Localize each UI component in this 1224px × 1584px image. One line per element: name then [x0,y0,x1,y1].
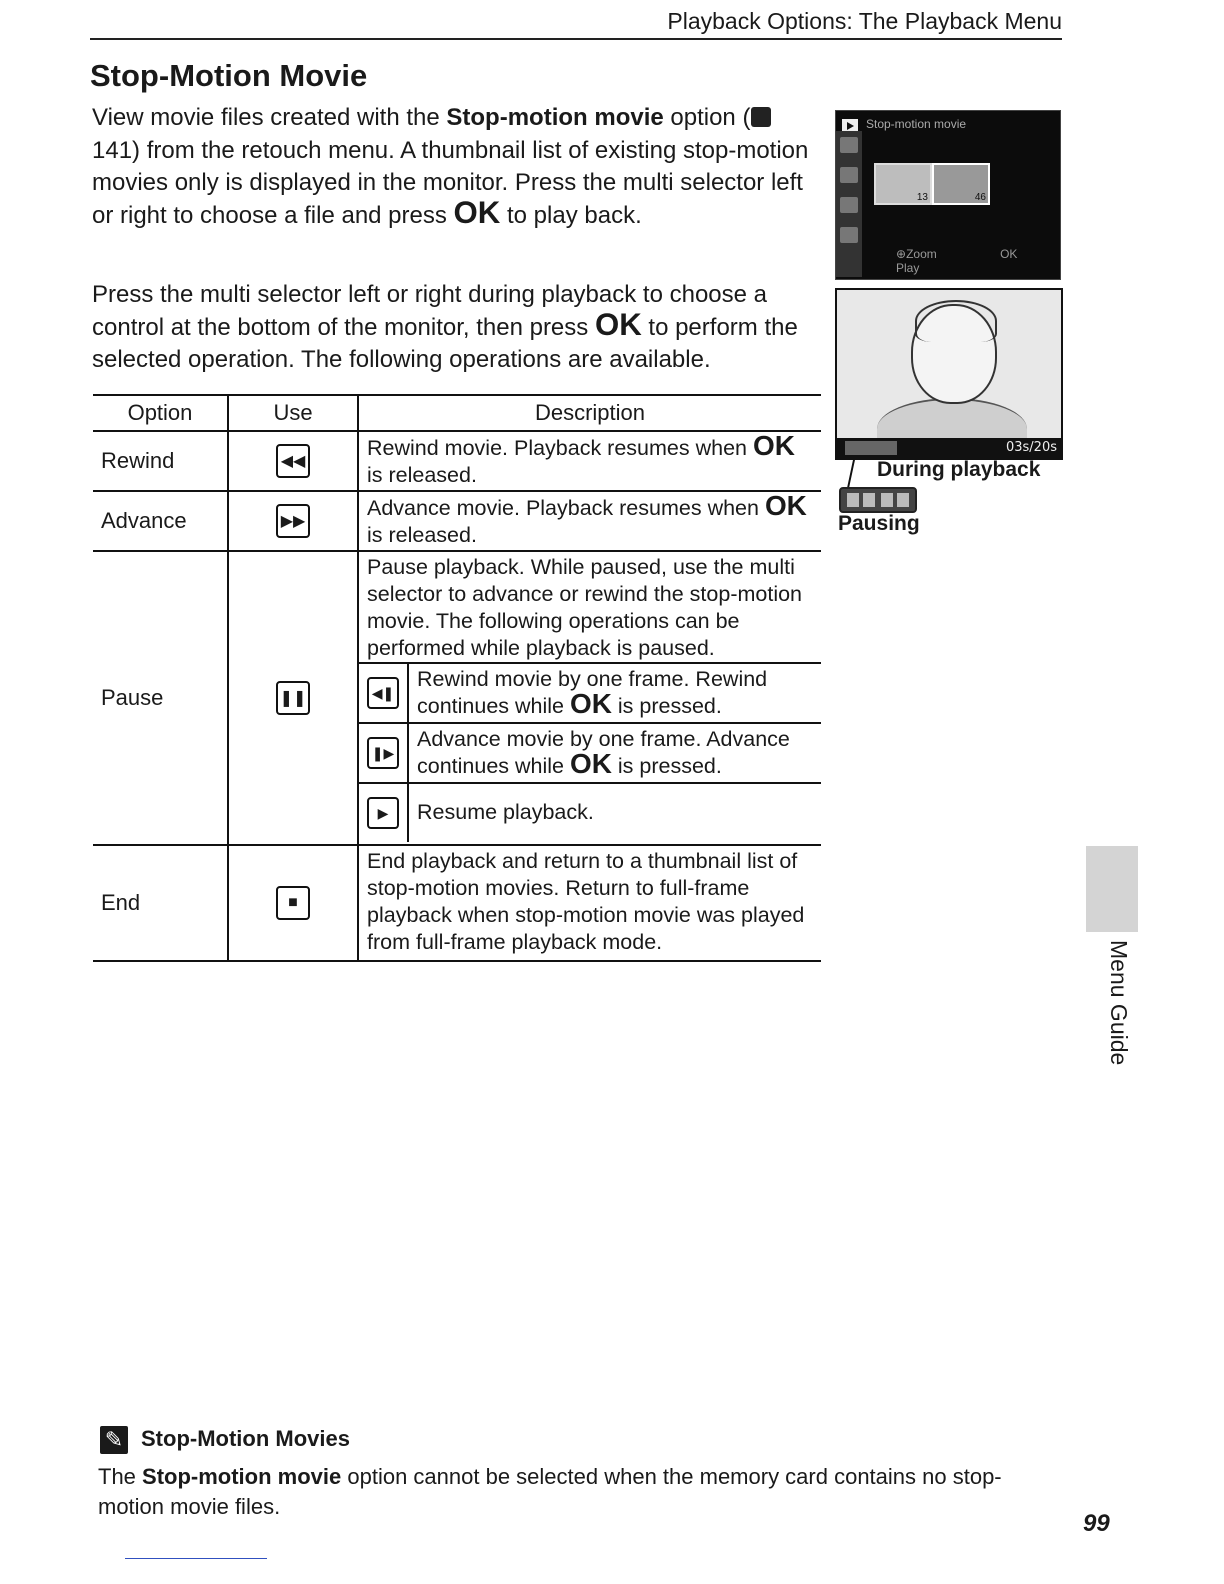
wrench-icon [840,197,858,213]
header-section-title: Playback Options: The Playback Menu [667,8,1062,34]
description-text: Resume playback. [417,800,594,824]
option-name: Advance [101,508,187,533]
instructions-text-1: Press the multi selector left or right during playback to choose a control at the bottom of the monitor, then press [92,281,767,341]
playback-controls-icon [845,441,897,455]
retouch-icon [840,227,858,243]
pausing-caption: Pausing [838,512,920,535]
instructions-paragraph [92,279,812,377]
operations-table [93,394,821,962]
description-text: Rewind movie. Playback resumes when OK is released. [367,430,795,487]
intro-text-2: option [663,104,736,131]
description-text: Rewind movie by one frame. Rewind continues while OK is pressed. [417,667,768,719]
page-title: Stop-Motion Movie [90,58,368,93]
chapter-tab [1086,846,1138,932]
sub-row-resume [359,784,821,842]
description-text: Advance movie. Playback resumes when OK is released. [367,490,807,547]
during-playback-caption: During playback [877,458,1041,481]
thumbnail-list-screen [835,110,1061,280]
play-hint: OK Play [896,247,1018,275]
intro-text-4: to play back. [500,201,642,229]
screen-title: Stop-motion movie [866,117,967,131]
option-name: Rewind [101,448,175,473]
pencil-note-icon: ✎ [100,1426,128,1454]
description-text: Advance movie by one frame. Advance continues while OK is pressed. [417,727,790,779]
sub-row-frame-advance [359,724,821,784]
table-row-end [93,846,821,962]
menu-tabs-sidebar [836,131,862,277]
playback-screen [835,288,1063,460]
frame-advance-icon: ❚▶ [367,737,399,769]
header-use: Use [229,396,359,430]
pause-controls-icon [839,487,917,513]
intro-text-3: 141) from the retouch menu. A thumbnail list of existing stop-motion movies only is displayed in the monitor. Press the multi selector left or right to choose a file and press [92,136,809,229]
playback-control-bar [837,438,1061,458]
movie-thumbnail-selected [932,163,990,205]
table-row-advance [93,492,821,552]
intro-ref-open: ( [742,104,751,131]
description-text: Pause playback. While paused, use the multi selector to advance or rewind the stop-motion movie. The following operations can be performed while playback is paused. [367,555,803,660]
thumbnail-frame-count: 46 [974,192,986,203]
thumbnail-frame-count: 13 [916,192,928,203]
table-header-row [93,396,821,432]
note-title: Stop-Motion Movies [141,1426,350,1451]
play-icon: ▶ [367,797,399,829]
fast-forward-icon: ▶▶ [276,504,310,538]
option-name: Pause [101,685,164,710]
table-row-rewind [93,432,821,492]
pencil-icon [840,167,858,183]
playback-time: 03s/20s [1005,440,1057,455]
movie-thumbnail [874,163,932,205]
rewind-icon: ◀◀ [276,444,310,478]
note-body: The Stop-motion movie option cannot be selected when the memory card contains no stop-motion movie files. [98,1464,1002,1519]
page-number: 99 [1083,1510,1110,1537]
caption-pointer-line [847,460,855,488]
ok-label: OK [594,306,642,342]
description-text: End playback and return to a thumbnail list of stop-motion movies. Return to full-frame playback when stop-motion movie was played from full-frame playback mode. [367,849,805,954]
page-reference-icon [751,107,771,127]
frame-rewind-icon: ◀❚ [367,677,399,709]
camera-icon [840,137,858,153]
stop-icon: ■ [276,886,310,920]
header-description: Description [534,400,646,425]
zoom-hint: ⊕Zoom [896,247,937,261]
intro-text-1: View movie files created with the [92,104,447,131]
table-row-pause [93,552,821,846]
chapter-tab-label: Menu Guide [1106,940,1132,1066]
footer-rule [125,1558,267,1559]
intro-paragraph [92,102,812,232]
sub-row-frame-rewind [359,664,821,724]
ok-label: OK [453,194,501,230]
instructions-text-2: to perform the selected operation. The following operations are available. [92,313,798,373]
pause-icon: ❚❚ [276,681,310,715]
photo-subject-hair [915,300,997,342]
option-name: End [101,890,141,915]
page-header [90,8,1062,40]
header-option: Option [93,396,229,430]
screen-footer [896,247,1060,275]
intro-bold-option: Stop-motion movie [446,104,664,131]
